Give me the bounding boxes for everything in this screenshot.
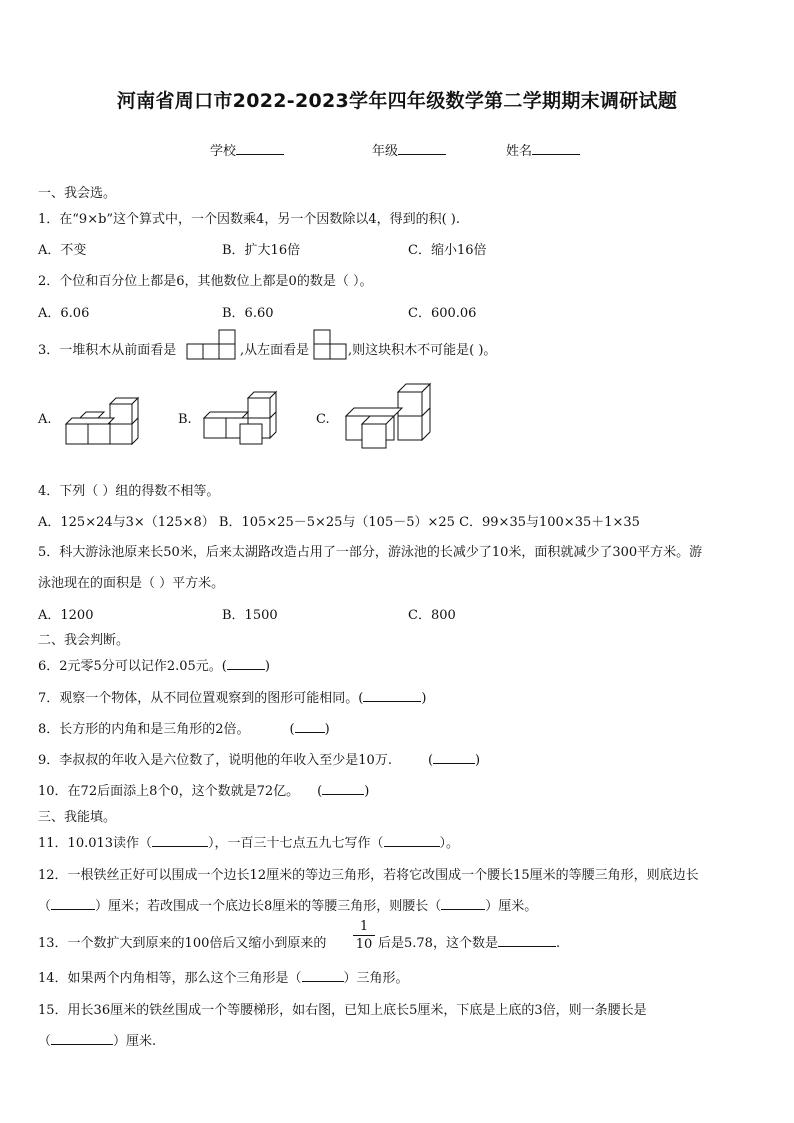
question-11 <box>38 832 459 851</box>
question-3-part3: ,则这块积木不可能是( )。 <box>348 343 497 358</box>
q11-blank-1[interactable] <box>152 834 208 847</box>
q12-part3: ）厘米。 <box>485 899 538 914</box>
grade-label: 年级 <box>372 144 399 159</box>
question-9 <box>38 749 480 768</box>
question-15-line2 <box>38 1030 156 1049</box>
q9-paren-close: ) <box>475 753 481 768</box>
question-5-line1: 5．科大游泳池原来长50米，后来太湖路改造占用了一部分，游泳池的长减少了10米，面积就减少了300平方米。游 <box>38 545 703 560</box>
q12-part2: ）厘米；若改围成一个底边长8厘米的等腰三角形，则腰长（ <box>95 899 442 914</box>
q3-option-c-blocks <box>342 382 434 448</box>
question-6 <box>38 655 270 674</box>
section-heading-judge: 二、我会判断。 <box>38 633 130 648</box>
question-7 <box>38 687 426 706</box>
question-13-part1: 13．一个数扩大到原来的100倍后又缩小到原来的 <box>38 936 327 951</box>
q3-option-b-blocks <box>202 386 280 444</box>
q1-option-b[interactable]: B．扩大16倍 <box>222 243 301 258</box>
question-6-text: 6．2元零5分可以记作2.05元。 <box>38 659 222 674</box>
q5-option-a[interactable]: A．1200 <box>38 608 94 623</box>
q9-paren-open: ( <box>427 753 434 768</box>
question-7-text: 7．观察一个物体，从不同位置观察到的图形可能相同。 <box>38 691 359 706</box>
q2-option-c[interactable]: C．600.06 <box>408 306 477 321</box>
section-heading-choice: 一、我会选。 <box>38 186 117 201</box>
question-4: 4．下列（ ）组的得数不相等。 <box>38 484 220 499</box>
question-2: 2．个位和百分位上都是6，其他数位上都是0的数是（ ）。 <box>38 274 373 289</box>
school-blank[interactable] <box>236 142 284 155</box>
q2-option-b[interactable]: B．6.60 <box>222 306 274 321</box>
question-3-part2: ,从左面看是 <box>240 343 310 358</box>
q15-part1: （ <box>38 1034 52 1049</box>
section-heading-fill: 三、我能填。 <box>38 810 117 825</box>
q14-answer-blank[interactable] <box>302 969 344 982</box>
q15-answer-blank[interactable] <box>51 1032 113 1045</box>
question-3-part1: 3．一堆积木从前面看是 <box>38 343 177 358</box>
q3-option-b[interactable]: B. <box>178 412 192 427</box>
q13-part3-text: . <box>555 936 561 951</box>
q15-part2: ）厘米. <box>113 1034 157 1049</box>
question-12-line2 <box>38 895 537 914</box>
q7-answer-blank[interactable] <box>363 689 421 702</box>
question-8 <box>38 718 330 737</box>
q8-paren-close: ) <box>324 722 330 737</box>
question-15-line1: 15．用长36厘米的铁丝围成一个等腰梯形，如右图，已知上底长5厘米，下底是上底的3倍，则一条腰长是 <box>38 1003 647 1018</box>
q12-blank-2[interactable] <box>441 897 485 910</box>
question-8-text: 8．长方形的内角和是三角形的2倍。 <box>38 722 250 737</box>
q13-fraction <box>353 919 375 952</box>
question-5-line2: 泳池现在的面积是（ ）平方米。 <box>38 576 225 591</box>
question-13-part2 <box>378 932 560 951</box>
q8-answer-blank[interactable] <box>295 720 325 733</box>
q3-option-a-blocks <box>62 394 140 448</box>
q3-option-c[interactable]: C. <box>316 412 330 427</box>
name-field <box>506 140 580 159</box>
question-14 <box>38 967 409 986</box>
question-10-text: 10．在72后面添上8个0，这个数就是72亿。 <box>38 784 300 799</box>
q14-part2: ）三角形。 <box>343 971 409 986</box>
left-view-figure <box>313 330 347 360</box>
q6-answer-blank[interactable] <box>227 657 265 670</box>
q7-paren-open: ( <box>358 691 364 706</box>
q5-option-b[interactable]: B．1500 <box>222 608 278 623</box>
name-label: 姓名 <box>506 144 533 159</box>
q13-fraction-denominator: 10 <box>355 937 373 952</box>
q7-paren-close: ) <box>421 691 427 706</box>
question-1: 1．在“9×b”这个算式中，一个因数乘4，另一个因数除以4，得到的积( ). <box>38 212 460 227</box>
question-10 <box>38 780 369 799</box>
q4-options[interactable]: A．125×24与3×（125×8） B．105×25－5×25与（105－5）×25 C．99×35与100×35＋1×35 <box>38 515 640 530</box>
grade-field <box>372 140 446 159</box>
front-view-figure <box>186 330 238 360</box>
q12-part1: （ <box>38 899 52 914</box>
school-field <box>210 140 284 159</box>
question-9-text: 9．李叔叔的年收入是六位数了，说明他的年收入至少是10万. <box>38 753 392 768</box>
q5-option-c[interactable]: C．800 <box>408 608 456 623</box>
school-label: 学校 <box>210 144 237 159</box>
q3-option-a[interactable]: A. <box>38 412 52 427</box>
q12-blank-1[interactable] <box>51 897 95 910</box>
q10-paren-open: ( <box>317 784 323 799</box>
q9-answer-blank[interactable] <box>433 751 475 764</box>
q1-option-c[interactable]: C．缩小16倍 <box>408 243 487 258</box>
grade-blank[interactable] <box>398 142 446 155</box>
q11-part3: ）。 <box>439 836 460 851</box>
q8-paren-open: ( <box>289 722 295 737</box>
q14-part1: 14．如果两个内角相等，那么这个三角形是（ <box>38 971 302 986</box>
page-title: 河南省周口市2022-2023学年四年级数学第二学期期末调研试题 <box>116 90 678 112</box>
question-12-line1: 12．一根铁丝正好可以围成一个边长12厘米的等边三角形，若将它改围成一个腰长15厘米的等腰三角形，则底边长 <box>38 868 699 883</box>
q11-blank-2[interactable] <box>384 834 440 847</box>
q13-fraction-numerator: 1 <box>359 919 369 934</box>
q10-answer-blank[interactable] <box>322 782 364 795</box>
name-blank[interactable] <box>532 142 580 155</box>
q10-paren-close: ) <box>364 784 370 799</box>
q2-option-a[interactable]: A．6.06 <box>38 306 90 321</box>
q6-paren-open: ( <box>221 659 227 674</box>
q13-answer-blank[interactable] <box>498 934 556 947</box>
q11-part2: ），一百三十七点五九七写作（ <box>208 836 384 851</box>
q11-part1: 11．10.013读作（ <box>38 836 153 851</box>
q13-part2-text: 后是5.78，这个数是 <box>378 936 498 951</box>
q6-paren-close: ) <box>264 659 270 674</box>
q1-option-a[interactable]: A．不变 <box>38 243 87 258</box>
